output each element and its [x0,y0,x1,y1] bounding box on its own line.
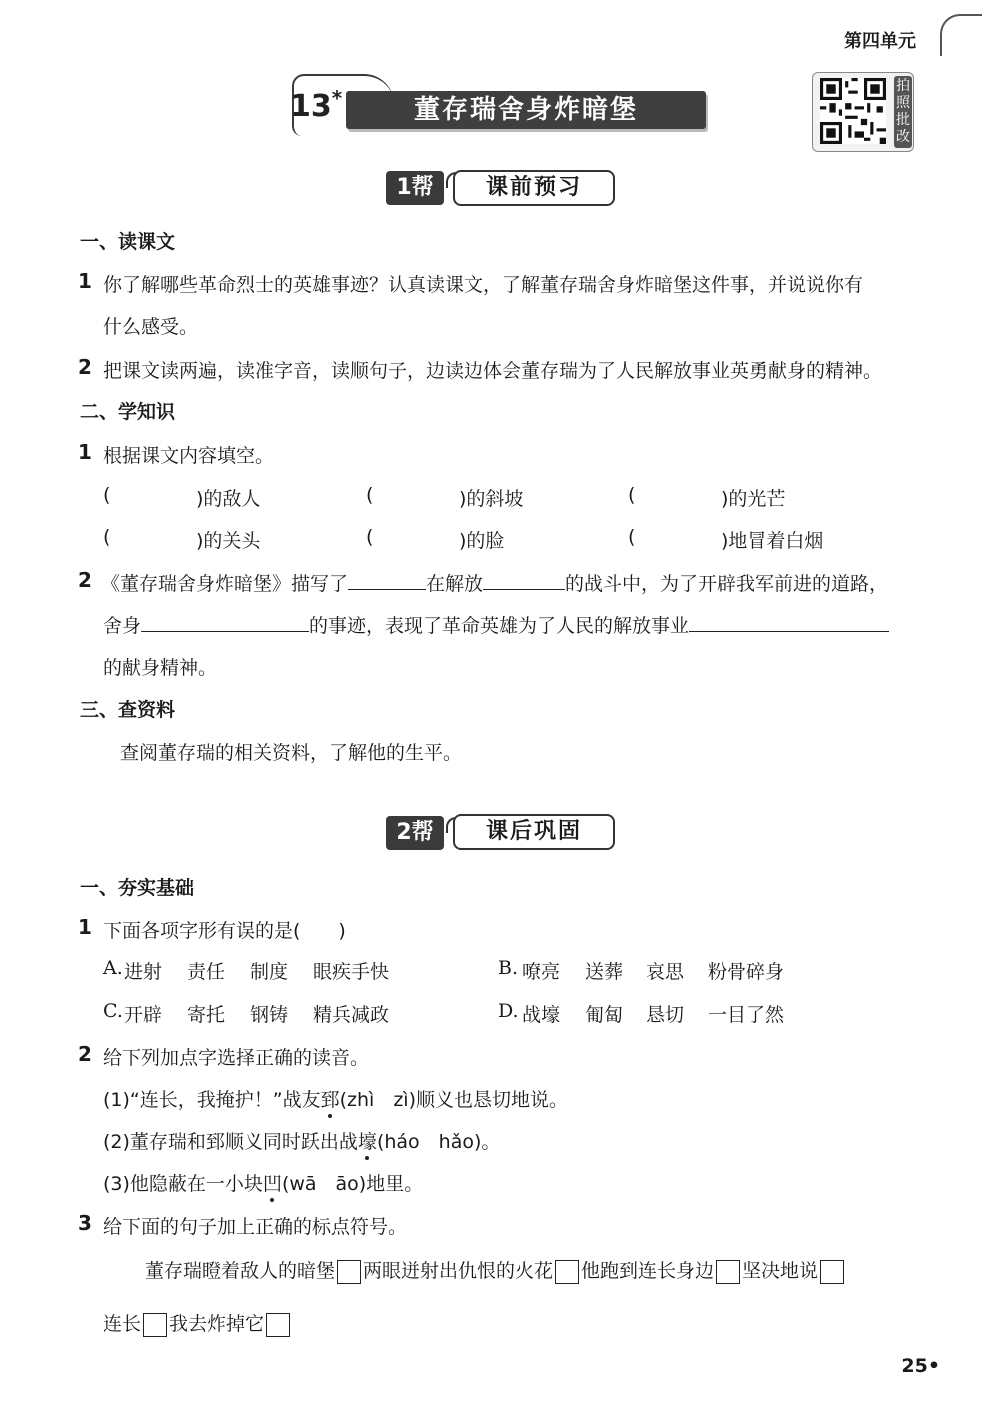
page-number: 25• [901,1355,940,1377]
punctuation-box[interactable] [716,1260,740,1284]
answer-blank[interactable] [348,589,426,590]
fill-open: ( [103,484,111,506]
text-segment: (háo hǎo)。 [376,1131,501,1153]
text-segment: 董存瑞瞪着敌人的暗堡 [145,1260,336,1282]
fill-item: )地冒着白烟 [721,530,824,552]
text-segment: 我去炸掉它 [169,1313,265,1335]
answer-blank[interactable] [689,631,889,632]
option-word: 眼疾手快 [313,961,390,983]
question-text [103,611,889,638]
text-segment: 的事迹，表现了革命英雄为了人民的解放事业 [309,615,690,637]
text-segment: 他跑到连长身边 [581,1260,715,1282]
pinyin-item [103,1085,568,1112]
question-number: 2 [78,568,92,592]
corner-decoration [940,14,982,56]
text-segment: 《董存瑞舍身炸暗堡》描写了 [101,573,349,595]
punctuation-box[interactable] [337,1260,361,1284]
question-number: 2 [78,355,92,379]
text-segment: (2)董存瑞和郅顺义同时跃出战 [103,1131,358,1153]
text-segment: 舍身 [103,615,142,637]
section2-badge: 2帮 [386,816,444,850]
option-word: 精兵减政 [313,1004,390,1026]
unit-label: 第四单元 [844,31,916,52]
research-text: 查阅董存瑞的相关资料，了解他的生平。 [120,742,463,764]
question-text: 的献身精神。 [103,657,218,679]
heading-research: 三、查资料 [80,699,176,721]
fill-item: )的脸 [459,530,505,552]
option-word: 一目了然 [708,1004,785,1026]
question-text [101,569,888,596]
option-word: 战壕 [522,1004,561,1026]
option-word: 匍匐 [585,1004,624,1026]
question-text: 你了解哪些革命烈士的英雄事迹？认真读课文，了解董存瑞舍身炸暗堡这件事，并说说你有 [103,274,864,296]
pinyin-item [103,1169,423,1196]
punctuation-box[interactable] [555,1260,579,1284]
fill-open: ( [628,484,636,506]
question-number: 1 [78,440,92,464]
option-word: 哀思 [646,961,685,983]
punctuation-box[interactable] [820,1260,844,1284]
fill-item: )的斜坡 [459,488,524,510]
fill-open: ( [628,526,636,548]
fill-item: )的关头 [196,530,261,552]
section1-badge: 1帮 [386,171,444,205]
text-segment: (wā āo)地里。 [281,1173,424,1195]
question-text: 下面各项字形有误的是( ) [103,920,346,942]
option-word: 恳切 [646,1004,685,1026]
question-number: 1 [78,915,92,939]
option-label: B. [498,957,519,979]
lesson-number-mark: * [331,86,343,110]
pinyin-item [103,1127,500,1154]
dotted-char: 郅 [321,1085,340,1112]
fill-open: ( [366,484,374,506]
fill-item: )的光芒 [721,488,786,510]
text-segment: 两眼迸射出仇恨的火花 [363,1260,554,1282]
question-text: 根据课文内容填空。 [103,445,275,467]
page-number-value: 25 [901,1355,928,1377]
lesson-title: 董存瑞舍身炸暗堡 [346,91,706,129]
option-label: D. [498,1000,519,1022]
option-word: 粉骨碎身 [708,961,785,983]
heading-learn-knowledge: 二、学知识 [80,401,176,423]
answer-blank[interactable] [141,631,309,632]
fill-open: ( [103,526,111,548]
option-word: 责任 [187,961,226,983]
question-text: 给下列加点字选择正确的读音。 [103,1047,370,1069]
question-number: 1 [78,269,92,293]
punctuation-sentence [145,1256,846,1284]
dotted-char: 凹 [263,1169,282,1196]
heading-basics: 一、夯实基础 [80,877,195,899]
fill-item: )的敌人 [196,488,261,510]
punctuation-box[interactable] [266,1313,290,1337]
option-label: A. [103,957,123,979]
option-word: 开辟 [124,1004,163,1026]
text-segment: 坚决地说 [742,1260,819,1282]
option-label: C. [103,1000,123,1022]
punctuation-box[interactable] [143,1313,167,1337]
question-text: 给下面的句子加上正确的标点符号。 [103,1216,408,1238]
qr-code-icon[interactable] [820,78,886,144]
heading-read-text: 一、读课文 [80,231,176,253]
text-segment: (zhì zì)顺义也恳切地说。 [339,1089,568,1111]
section1-title: 课前预习 [453,170,615,206]
option-word: 寄托 [187,1004,226,1026]
qr-label: 拍照批改 [894,76,912,148]
question-number: 3 [78,1211,92,1235]
fill-open: ( [366,526,374,548]
question-number: 2 [78,1042,92,1066]
text-segment: 在解放 [426,573,484,595]
text-segment: 连长 [103,1313,142,1335]
lesson-number [290,86,342,124]
text-segment: (1)“连长，我掩护！”战友 [103,1089,321,1111]
question-text: 把课文读两遍，读准字音，读顺句子，边读边体会董存瑞为了人民解放事业英勇献身的精神。 [103,360,883,382]
question-text: 什么感受。 [103,316,199,338]
option-word: 制度 [250,961,289,983]
option-word: 钢铸 [250,1004,289,1026]
answer-blank[interactable] [483,589,565,590]
punctuation-sentence [103,1309,292,1337]
section2-title: 课后巩固 [453,814,615,850]
text-segment: (3)他隐蔽在一小块 [103,1173,263,1195]
dotted-char: 壕 [358,1127,377,1154]
option-word: 嘹亮 [522,961,561,983]
option-word: 送葬 [585,961,624,983]
text-segment: 的战斗中，为了开辟我军前进的道路， [565,573,889,595]
lesson-number-value: 13 [290,89,332,124]
option-word: 进射 [124,961,163,983]
